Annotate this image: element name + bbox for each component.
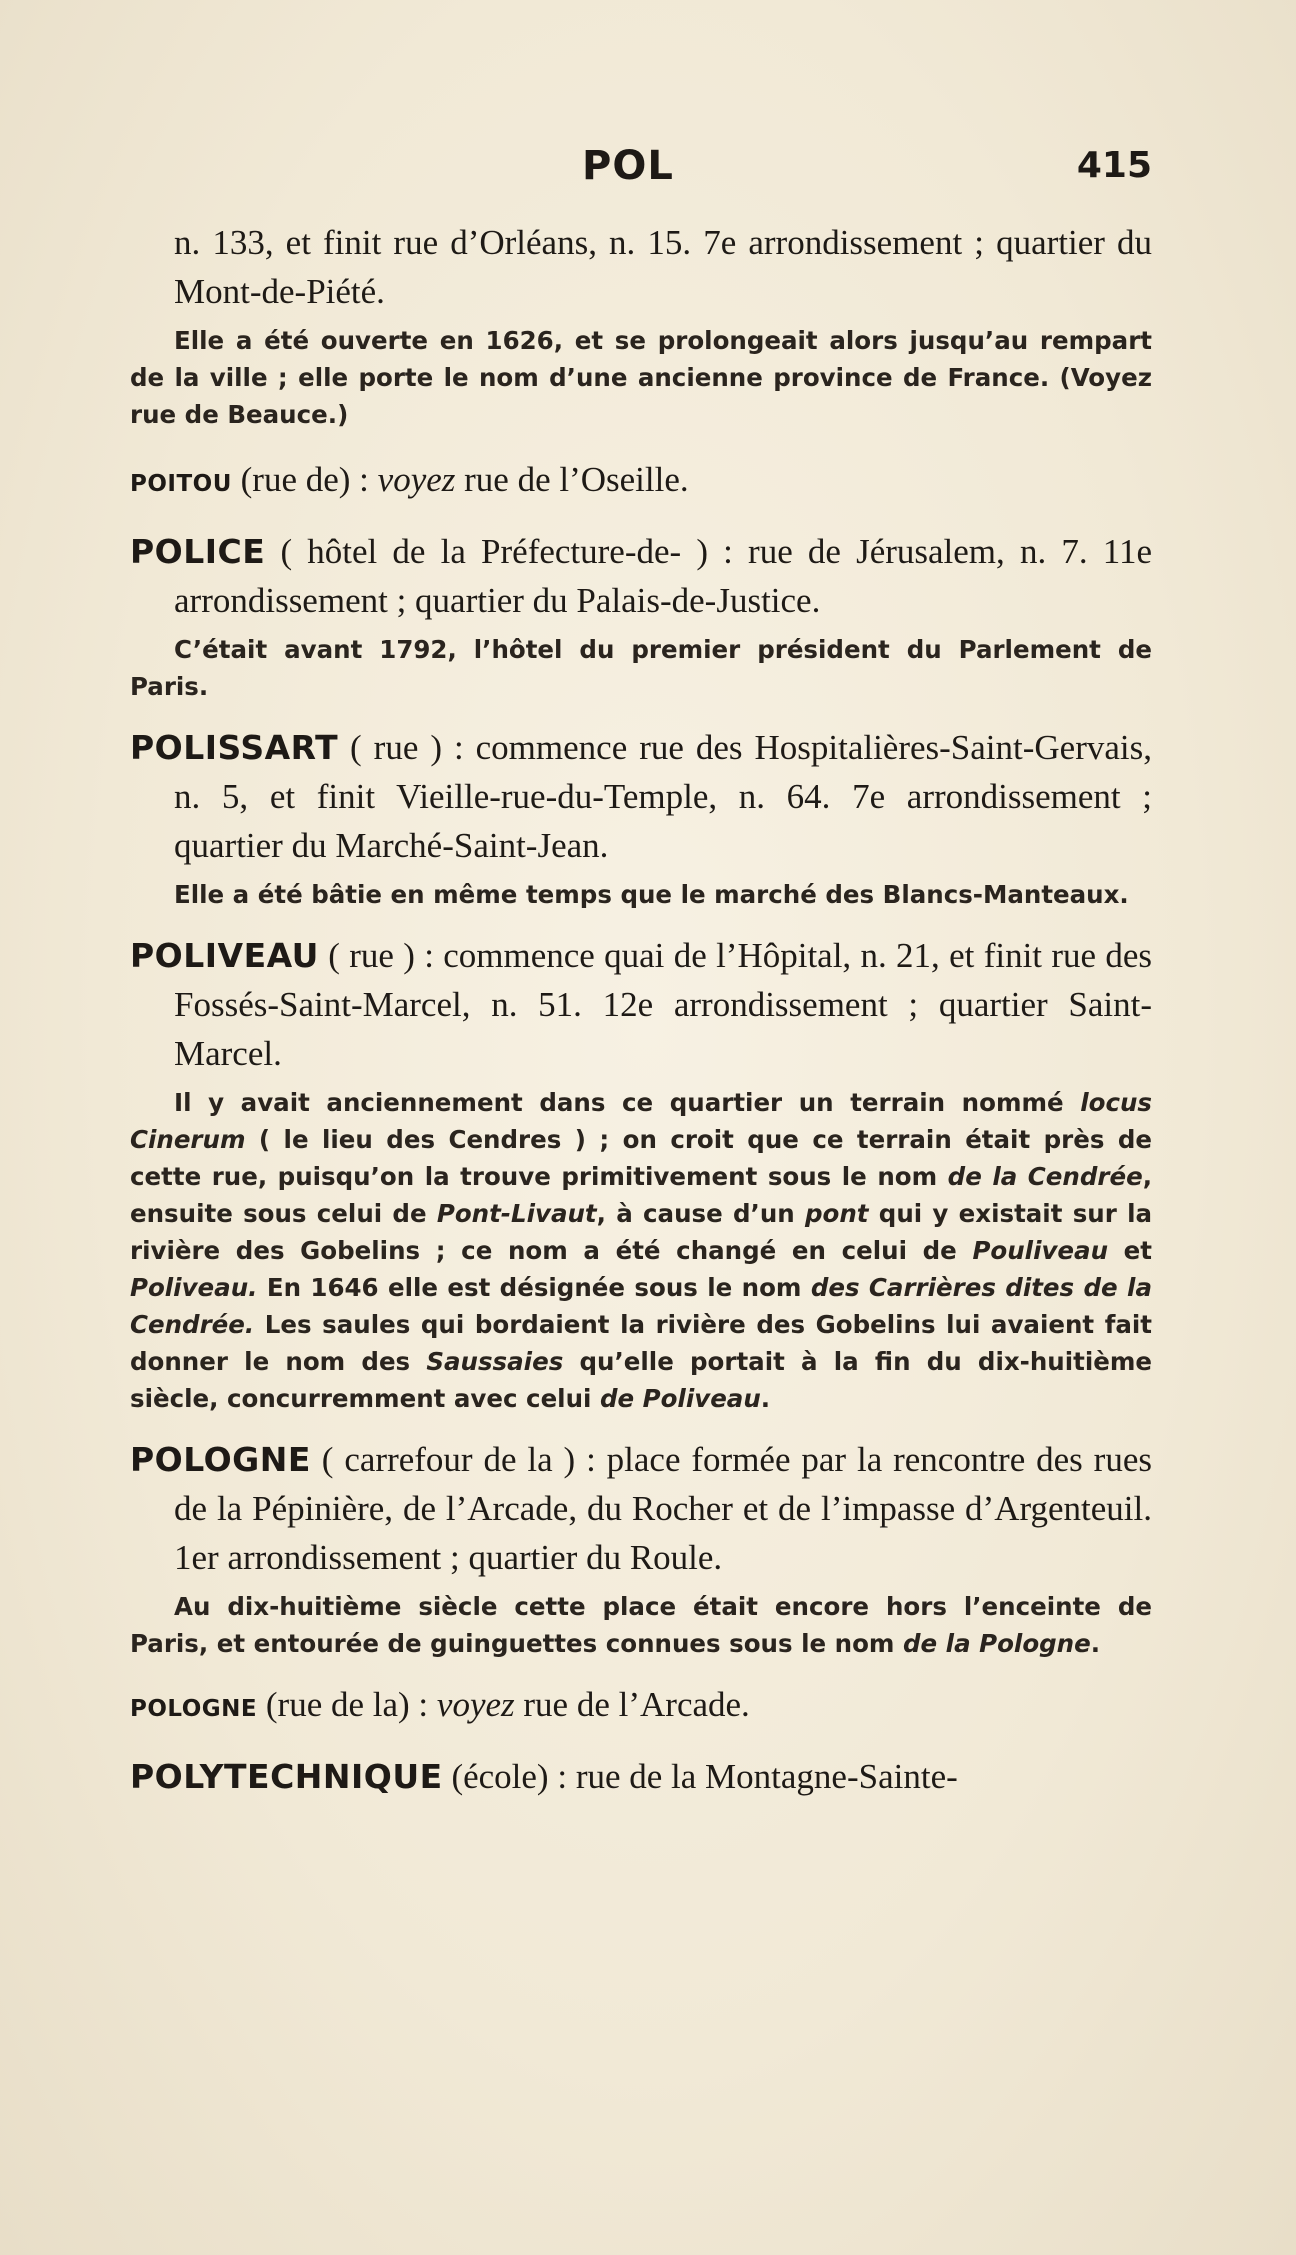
entry-main-text: n. 133, et finit rue d’Orléans, n. 15. 7e arrondissement ; quartier du Mont-de-Piété. <box>174 223 1152 311</box>
entry-headword: POLICE <box>130 532 266 571</box>
entry-headword: POLISSART <box>130 728 339 767</box>
note-text: et <box>1108 1236 1153 1265</box>
cross-reference-label: voyez <box>377 460 456 499</box>
entry-main-text <box>130 527 1152 625</box>
entry-text: ( rue ) : commence quai de l’Hôpital, n. 21, et finit rue des Fossés-Saint-Marcel, n. 51. 12e arrondissement ; quartier Saint-Marcel. <box>174 936 1152 1073</box>
entry-headword: POLYTECHNIQUE <box>130 1757 443 1796</box>
entry-text-after: rue de l’Oseille. <box>455 460 689 499</box>
note-text: , ensuite sous celui de <box>130 1162 1152 1228</box>
entry-main-text <box>130 1435 1152 1582</box>
entry-headword: POLOGNE <box>130 1696 258 1722</box>
note-text: . <box>1090 1629 1101 1658</box>
entry-polissart <box>130 723 1152 913</box>
page-number: 415 <box>1076 145 1152 186</box>
entry-pologne <box>130 1435 1152 1662</box>
entry-note <box>130 1084 1152 1417</box>
entry-polytechnique <box>130 1752 1152 1801</box>
entry-note: C’était avant 1792, l’hôtel du premier président du Parlement de Paris. <box>130 635 1152 701</box>
entry-note: Elle a été ouverte en 1626, et se prolongeait alors jusqu’au rempart de la ville ; elle porte le nom d’une ancienne province de France. (Voyez rue de Beauce.) <box>130 326 1152 429</box>
note-text: . <box>760 1384 771 1413</box>
entry-note: Elle a été bâtie en même temps que le marché des Blancs-Manteaux. <box>174 880 1129 909</box>
note-italic: de la Cendrée <box>947 1162 1143 1191</box>
running-head <box>130 143 1152 203</box>
note-text: En 1646 elle est désignée sous le nom <box>257 1273 811 1302</box>
note-text: qu’elle portait à la fin du dix-huitième siècle, concurremment avec celui <box>130 1347 1152 1413</box>
entry-main-text <box>130 931 1152 1078</box>
entry-continued <box>130 218 1152 433</box>
entry-text-before: (rue de) : <box>231 460 378 499</box>
note-italic: des Carrières dites de la Cendrée. <box>130 1273 1152 1339</box>
entry-note <box>130 1588 1152 1662</box>
note-text: qui y existait sur la rivière des Gobelins ; ce nom a été changé en celui de <box>130 1199 1152 1265</box>
note-text: Les saules qui bordaient la rivière des Gobelins lui avaient fait donner le nom des <box>130 1310 1152 1376</box>
note-italic: Saussaies <box>426 1347 564 1376</box>
entry-text: ( hôtel de la Préfecture-de- ) : rue de Jérusalem, n. 7. 11e arrondissement ; quartier du Palais-de-Justice. <box>174 532 1152 620</box>
entry-main-text <box>130 723 1152 870</box>
entry-main-text <box>130 1680 1152 1734</box>
entry-poliveau <box>130 931 1152 1417</box>
note-italic: de Poliveau <box>599 1384 761 1413</box>
entry-text: (école) : rue de la Montagne-Sainte- <box>442 1757 958 1796</box>
note-italic: Poliveau. <box>130 1273 258 1302</box>
entry-text: ( rue ) : commence rue des Hospitalières-Saint-Gervais, n. 5, et finit Vieille-rue-du-Temple, n. 64. 7e arrondissement ; quartier du Marché-Saint-Jean. <box>174 728 1152 865</box>
note-text: , à cause d’un <box>596 1199 805 1228</box>
page-content <box>130 218 1152 1801</box>
note-italic: locus Cinerum <box>130 1088 1152 1154</box>
entry-text-before: (rue de la) : <box>257 1685 437 1724</box>
running-head-title: POL <box>582 143 674 189</box>
cross-reference-label: voyez <box>436 1685 515 1724</box>
note-italic: Pouliveau <box>972 1236 1109 1265</box>
note-italic: de la Pologne <box>902 1629 1091 1658</box>
entry-poitou <box>130 455 1152 509</box>
entry-pologne-rue <box>130 1680 1152 1734</box>
note-italic: pont <box>804 1199 869 1228</box>
note-italic: Pont-Livaut <box>436 1199 597 1228</box>
entry-main-text <box>130 455 1152 509</box>
entry-text: ( carrefour de la ) : place formée par la rencontre des rues de la Pépinière, de l’Arcade, du Rocher et de l’impasse d’Argenteuil. 1er arrondissement ; quartier du Roule. <box>174 1440 1152 1577</box>
entry-police <box>130 527 1152 705</box>
entry-main-text <box>130 1752 1152 1801</box>
entry-headword: POLOGNE <box>130 1440 311 1479</box>
entry-text-after: rue de l’Arcade. <box>514 1685 750 1724</box>
entry-headword: POITOU <box>130 471 232 497</box>
note-text: Au dix-huitième siècle cette place était encore hors l’enceinte de Paris, et entourée de guinguettes connues sous le nom <box>130 1592 1152 1658</box>
entry-headword: POLIVEAU <box>130 936 319 975</box>
note-text: ( le lieu des Cendres ) ; on croit que ce terrain était près de cette rue, puisqu’on la trouve primitivement sous le nom <box>130 1125 1152 1191</box>
note-text: Il y avait anciennement dans ce quartier un terrain nommé <box>174 1088 1081 1117</box>
